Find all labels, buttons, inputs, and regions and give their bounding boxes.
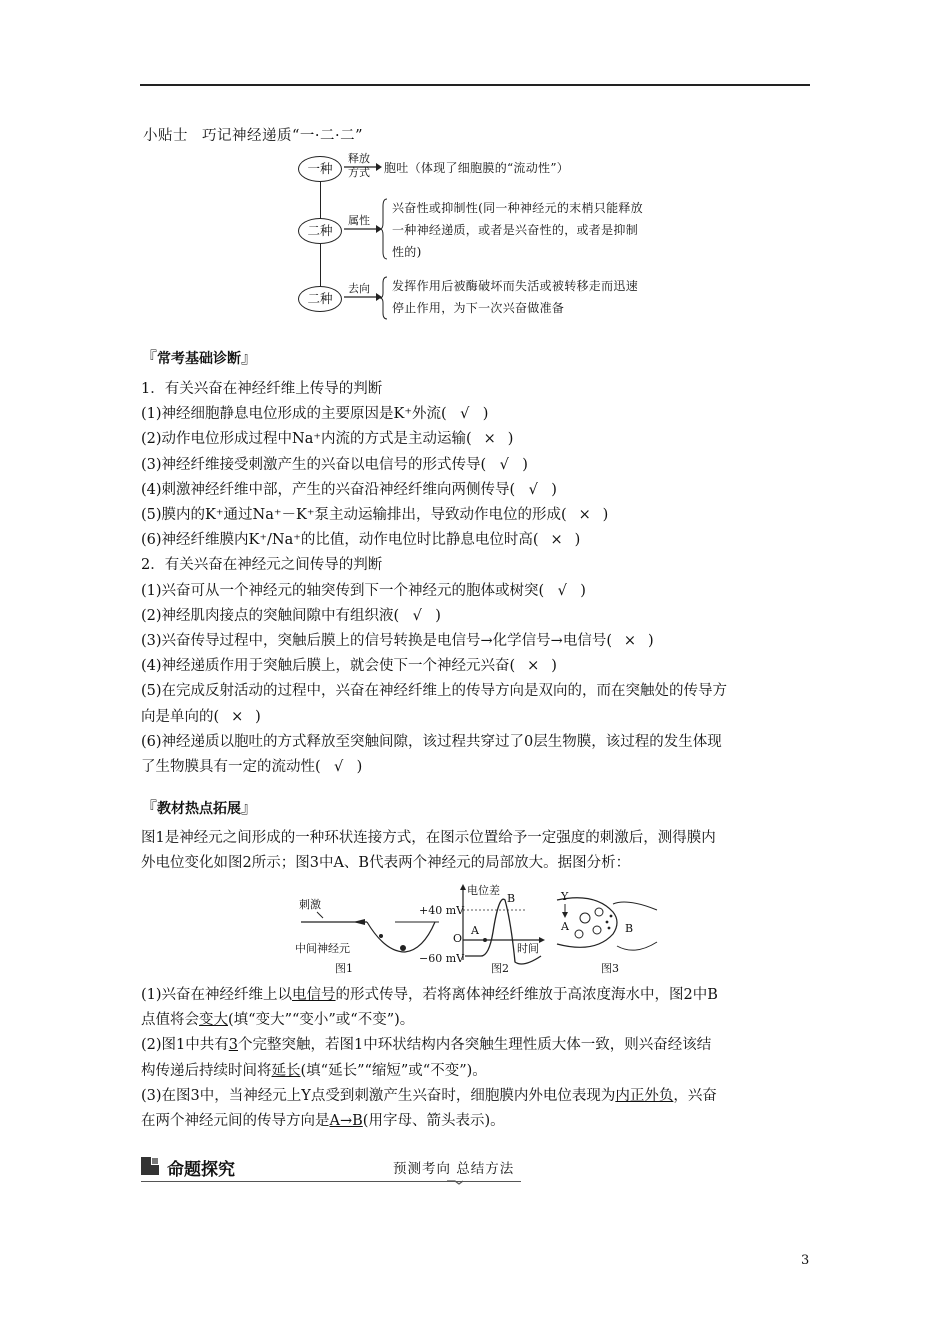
tip-label: 小贴士 [143, 128, 188, 144]
fig2-caption: 图2 [491, 962, 509, 975]
answer-2-line-2: 构传递后持续时间将延长(填“延长”“缩短”或“不变”)。 [141, 1062, 487, 1079]
banner-rule [141, 1181, 521, 1182]
q2-item-1: (1)兴奋可从一个神经元的轴突传到下一个神经元的胞体或树突( √ ) [141, 582, 586, 599]
mindmap-text-3a: 发挥作用后被酶破坏而失活或被转移走而迅速 [392, 279, 639, 293]
section-heading-basic: 『常考基础诊断』 [141, 348, 258, 367]
section-banner [141, 1153, 521, 1183]
brace-icon [380, 198, 388, 260]
answer-3-line-2: 在两个神经元间的传导方向是A→B(用字母、箭头表示)。 [141, 1113, 505, 1130]
brace-icon [380, 276, 388, 320]
q2-heading: 2．有关兴奋在神经元之间传导的判断 [141, 557, 383, 574]
answer-blank: 内正外负 [615, 1087, 674, 1104]
answer-blank: 3 [228, 1037, 238, 1054]
answer-1-line-2: 点值将会变大(填“变大”“变小”或“不变”)。 [141, 1012, 415, 1029]
mindmap-tag-destination: 去向 [348, 282, 370, 295]
q1-item-6: (6)神经纤维膜内K⁺/Na⁺的比值，动作电位时比静息电位时高( × ) [141, 532, 581, 549]
q1-item-4: (4)刺激神经纤维中部，产生的兴奋沿神经纤维向两侧传导( √ ) [141, 481, 557, 498]
mindmap-tag-release: 释放 方式 [348, 152, 370, 179]
answer-blank: 变大 [199, 1012, 228, 1029]
arrow-icon [342, 292, 382, 302]
section-heading-extension: 『教材热点拓展』 [141, 798, 258, 817]
mindmap-node-2: 二种 [298, 218, 342, 244]
answer-blank: 延长 [271, 1062, 301, 1079]
tip-line [143, 124, 363, 145]
answer-2-line-1: (2)图1中共有3个完整突触，若图1中环状结构内各突触生理性质大体一致，则兴奋经该结 [141, 1037, 712, 1054]
fig3-a-label: A [561, 920, 569, 933]
mindmap-text-2a: 兴奋性或抑制性(同一种神经元的末梢只能释放 [392, 201, 643, 215]
intro-block [141, 826, 811, 876]
q2-item-5a: (5)在完成反射活动的过程中，兴奋在神经纤维上的传导方向是双向的，而在突触处的传导方 [141, 683, 728, 700]
section-title-basic: 常考基础诊断 [157, 351, 242, 367]
tip-title: 巧记神经递质“一·二·二” [202, 128, 364, 144]
fig1-caption: 图1 [335, 962, 353, 975]
mindmap-tag-property: 属性 [348, 214, 370, 227]
mindmap-text-2b: 一种神经递质，或者是兴奋性的，或者是抑制 [392, 223, 639, 237]
fig2-point-b: B [507, 892, 516, 905]
question-block [141, 377, 811, 780]
mindmap-node-1: 一种 [298, 156, 342, 182]
answer-1-line-1: (1)兴奋在神经纤维上以电信号的形式传导，若将离体神经纤维放于高浓度海水中，图2中B [141, 987, 718, 1003]
banner-subtitle: 预测考向 总结方法 [393, 1161, 515, 1177]
q2-item-3: (3)兴奋传导过程中，突触后膜上的信号转换是电信号→化学信号→电信号( × ) [141, 633, 654, 650]
q1-item-1: (1)神经细胞静息电位形成的主要原因是K⁺外流( √ ) [141, 406, 489, 423]
intro-line-1: 图1是神经元之间形成的一种环状连接方式，在图示位置给予一定强度的刺激后，测得膜内 [141, 830, 716, 846]
figure-3-drawing [557, 898, 657, 950]
figure-group [295, 882, 665, 978]
mindmap-text-3b: 停止作用，为下一次兴奋做准备 [392, 301, 565, 315]
fig3-caption: 图3 [601, 962, 619, 975]
banner-notch-icon [447, 1177, 463, 1185]
q2-item-6a: (6)神经递质以胞吐的方式释放至突触间隙，该过程共穿过了0层生物膜，该过程的发生体现 [141, 733, 722, 750]
banner-title: 命题探究 [167, 1160, 235, 1180]
fig2-ylabel: 电位差 [467, 884, 500, 897]
banner-square-icon [141, 1157, 159, 1175]
fig2-top-tick: +40 mV [419, 904, 465, 917]
fig3-y-label: Y [561, 890, 569, 903]
fig2-point-a: A [471, 924, 479, 937]
mindmap [298, 148, 768, 324]
q1-item-3: (3)神经纤维接受刺激产生的兴奋以电信号的形式传导( √ ) [141, 456, 528, 473]
answer-3-line-1: (3)在图3中，当神经元上Y点受到刺激产生兴奋时，细胞膜内外电位表现为内正外负，兴奋 [141, 1087, 717, 1104]
q1-heading: 1．有关兴奋在神经纤维上传导的判断 [141, 381, 383, 397]
answer-blank: 电信号 [292, 987, 336, 1003]
answer-blank: A→B [329, 1113, 363, 1130]
intro-line-2: 外电位变化如图2所示；图3中A、B代表两个神经元的局部放大。据图分析： [141, 855, 631, 872]
q2-item-5b: 向是单向的( × ) [141, 708, 261, 725]
q1-item-2: (2)动作电位形成过程中Na⁺内流的方式是主动运输( × ) [141, 431, 514, 448]
q1-item-5: (5)膜内的K⁺通过Na⁺－K⁺泵主动运输排出，导致动作电位的形成( × ) [141, 507, 609, 524]
mindmap-text-2c: 性的) [392, 245, 422, 259]
q2-item-6b: 了生物膜具有一定的流动性( √ ) [141, 759, 363, 776]
header-rule [140, 84, 810, 86]
arrow-icon [342, 224, 382, 234]
page-number: 3 [801, 1253, 810, 1268]
fig3-b-label: B [625, 922, 634, 935]
fig2-origin: O [453, 932, 463, 945]
q2-item-4: (4)神经递质作用于突触后膜上，就会使下一个神经元兴奋( × ) [141, 658, 557, 675]
fig1-stimulus-label: 刺激 [299, 898, 321, 911]
q2-item-2: (2)神经肌肉接点的突触间隙中有组织液( √ ) [141, 607, 441, 624]
arrow-icon [342, 162, 382, 172]
mindmap-text-1: 胞吐（体现了细胞膜的“流动性”） [384, 161, 570, 175]
fig2-bottom-tick: −60 mV [419, 952, 465, 965]
fig1-neuron-label: 中间神经元 [295, 942, 350, 955]
fig2-xlabel: 时间 [517, 942, 539, 955]
answer-block [141, 983, 811, 1134]
mindmap-node-3: 二种 [298, 286, 342, 312]
section-title-extension: 教材热点拓展 [157, 801, 242, 817]
